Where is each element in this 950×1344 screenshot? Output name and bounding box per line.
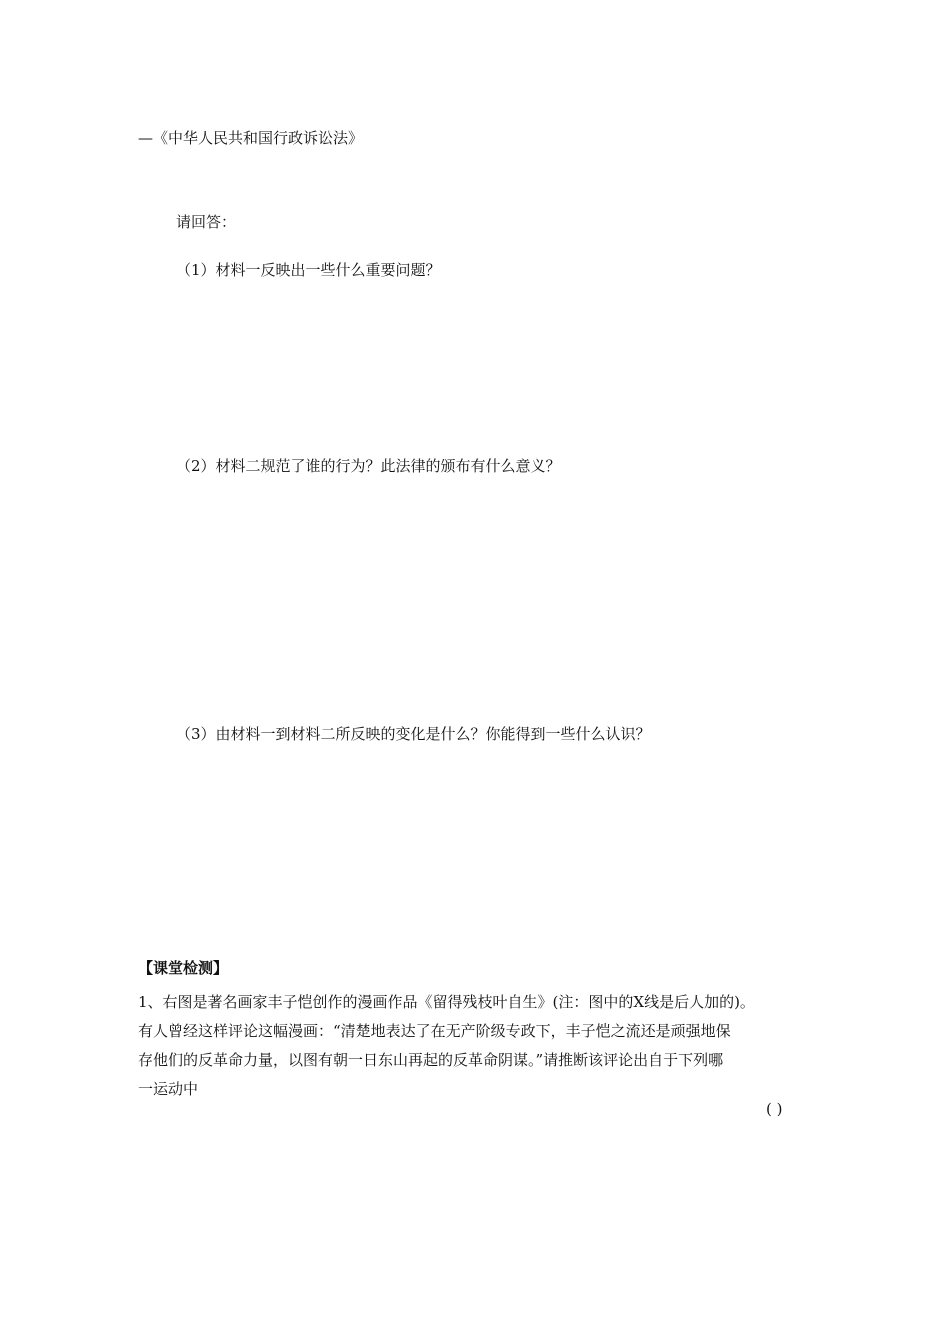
test-question-line: 存他们的反革命力量，以图有朝一日东山再起的反革命阴谋。”请推断该评论出自于下列哪: [138, 1051, 724, 1069]
test-question-line: 有人曾经这样评论这幅漫画：“清楚地表达了在无产阶级专政下，丰子恺之流还是顽强地保: [138, 1022, 731, 1040]
test-question-line: 1、右图是著名画家丰子恺创作的漫画作品《留得残枝叶自生》(注：图中的X线是后人加的)。: [138, 993, 755, 1011]
test-question-paragraph: [138, 988, 838, 1104]
question-1: （1）材料一反映出一些什么重要问题？: [176, 261, 441, 279]
answer-prompt: 请回答：: [176, 213, 237, 231]
question-3: （3）由材料一到材料二所反映的变化是什么？你能得到一些什么认识？: [176, 725, 651, 743]
section-title: 【课堂检测】: [138, 959, 229, 977]
question-2: （2）材料二规范了谁的行为？此法律的颁布有什么意义？: [176, 457, 561, 475]
answer-blank: ( ): [766, 1100, 783, 1118]
source-citation: —《中华人民共和国行政诉讼法》: [138, 129, 364, 147]
test-question-line: 一运动中: [138, 1080, 199, 1098]
